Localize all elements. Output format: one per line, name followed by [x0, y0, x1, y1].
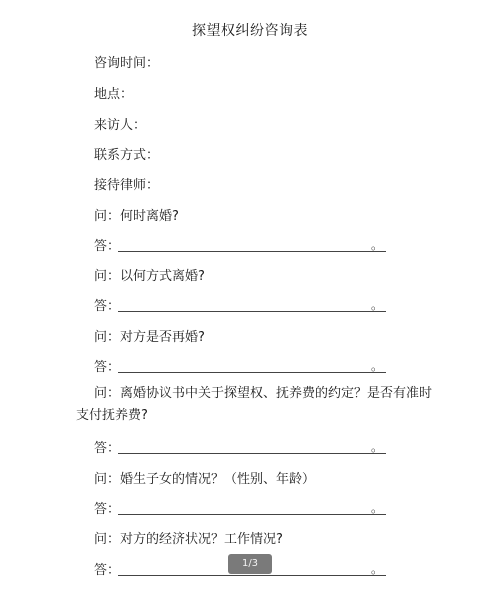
document-title: 探望权纠纷咨询表: [192, 23, 308, 39]
answer-2: [94, 295, 394, 315]
field-location: 地点：: [94, 87, 134, 102]
question-4: 问：离婚协议书中关于探望权、抚养费的约定？是否有准时支付抚养费?: [76, 386, 433, 423]
answer-1: [94, 235, 394, 255]
field-lawyer: 接待律师：: [94, 178, 160, 193]
field-consult-time: 咨询时间：: [94, 56, 160, 71]
question-3: 问：对方是否再婚?: [94, 330, 205, 345]
answer-label: 答：: [94, 441, 121, 456]
answer-4: [94, 437, 394, 457]
field-visitor: 来访人：: [94, 118, 147, 133]
answer-end-mark: 。: [371, 238, 384, 252]
answer-underline: [118, 575, 386, 576]
answer-label: 答：: [94, 239, 121, 254]
answer-underline: [118, 251, 386, 252]
question-6: 问：对方的经济状况？工作情况?: [94, 532, 283, 547]
answer-label: 答：: [94, 360, 121, 375]
answer-underline: [118, 453, 386, 454]
question-5: 问：婚生子女的情况？（性别、年龄）: [94, 472, 316, 487]
answer-label: 答：: [94, 502, 121, 517]
answer-underline: [118, 372, 386, 373]
answer-underline: [118, 514, 386, 515]
field-contact: 联系方式：: [94, 148, 160, 163]
answer-5: [94, 498, 394, 518]
page-indicator: 1/3: [228, 554, 272, 574]
answer-end-mark: 。: [371, 440, 384, 454]
answer-end-mark: 。: [371, 298, 384, 312]
answer-end-mark: 。: [371, 501, 384, 515]
question-2: 问：以何方式离婚?: [94, 269, 205, 284]
answer-label: 答：: [94, 563, 121, 578]
answer-end-mark: 。: [371, 562, 384, 576]
answer-end-mark: 。: [371, 359, 384, 373]
question-1: 问：何时离婚?: [94, 209, 179, 224]
answer-3: [94, 356, 394, 376]
answer-underline: [118, 311, 386, 312]
answer-label: 答：: [94, 299, 121, 314]
